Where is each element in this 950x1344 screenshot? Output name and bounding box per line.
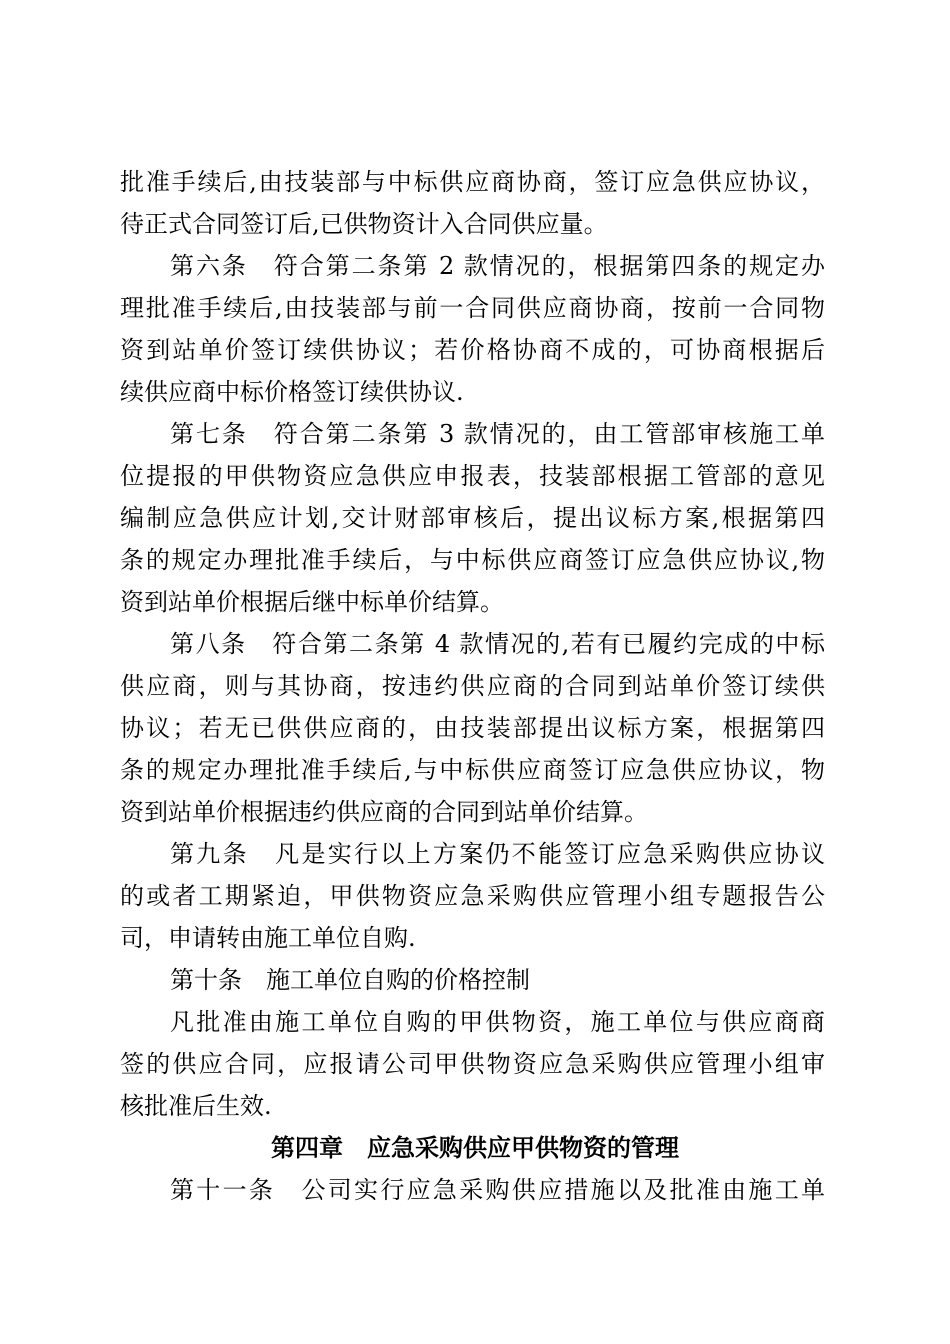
- article-7-heading-line: 第七条 符合第二条第 3 款情况的，由工管部审核施工单: [170, 420, 825, 448]
- text-line: 资到站单价签订续供协议；若价格协商不成的，可协商根据后: [120, 336, 825, 364]
- text-line: 协议；若无已供供应商的，由技装部提出议标方案，根据第四: [120, 714, 825, 742]
- text-line: 资到站单价根据违约供应商的合同到站单价结算。: [120, 798, 648, 826]
- text-line: 资到站单价根据后继中标单价结算。: [120, 588, 504, 616]
- text-line: 批准手续后,由技装部与中标供应商协商，签订应急供应协议，: [120, 168, 825, 196]
- text-line: 位提报的甲供物资应急供应申报表，技装部根据工管部的意见: [120, 462, 825, 490]
- text-line: 理批准手续后,由技装部与前一合同供应商协商，按前一合同物: [120, 294, 825, 322]
- article-6-heading-line: 第六条 符合第二条第 2 款情况的，根据第四条的规定办: [170, 252, 825, 280]
- text-line: 待正式合同签订后,已供物资计入合同供应量。: [120, 210, 608, 238]
- text-line: 核批准后生效.: [120, 1092, 272, 1120]
- text-line: 供应商，则与其协商，按违约供应商的合同到站单价签订续供: [120, 672, 825, 700]
- text-line: 司，申请转由施工单位自购.: [120, 924, 416, 952]
- text-line: 签的供应合同，应报请公司甲供物资应急采购供应管理小组审: [120, 1050, 825, 1078]
- text-line: 的或者工期紧迫，甲供物资应急采购供应管理小组专题报告公: [120, 882, 825, 910]
- article-10-heading-line: 第十条 施工单位自购的价格控制: [170, 966, 530, 994]
- article-9-heading-line: 第九条 凡是实行以上方案仍不能签订应急采购供应协议: [170, 840, 825, 868]
- chapter-4-heading: 第四章 应急采购供应甲供物资的管理: [271, 1134, 679, 1162]
- article-11-heading-line: 第十一条 公司实行应急采购供应措施以及批准由施工单: [170, 1176, 825, 1204]
- text-line: 编制应急供应计划,交计财部审核后，提出议标方案,根据第四: [120, 504, 825, 532]
- text-line: 续供应商中标价格签订续供协议.: [120, 378, 464, 406]
- article-8-heading-line: 第八条 符合第二条第 4 款情况的,若有已履约完成的中标: [170, 630, 825, 658]
- text-line: 条的规定办理批准手续后,与中标供应商签订应急供应协议，物: [120, 756, 825, 784]
- text-line: 条的规定办理批准手续后，与中标供应商签订应急供应协议,物: [120, 546, 825, 574]
- text-line: 凡批准由施工单位自购的甲供物资，施工单位与供应商商: [170, 1008, 825, 1036]
